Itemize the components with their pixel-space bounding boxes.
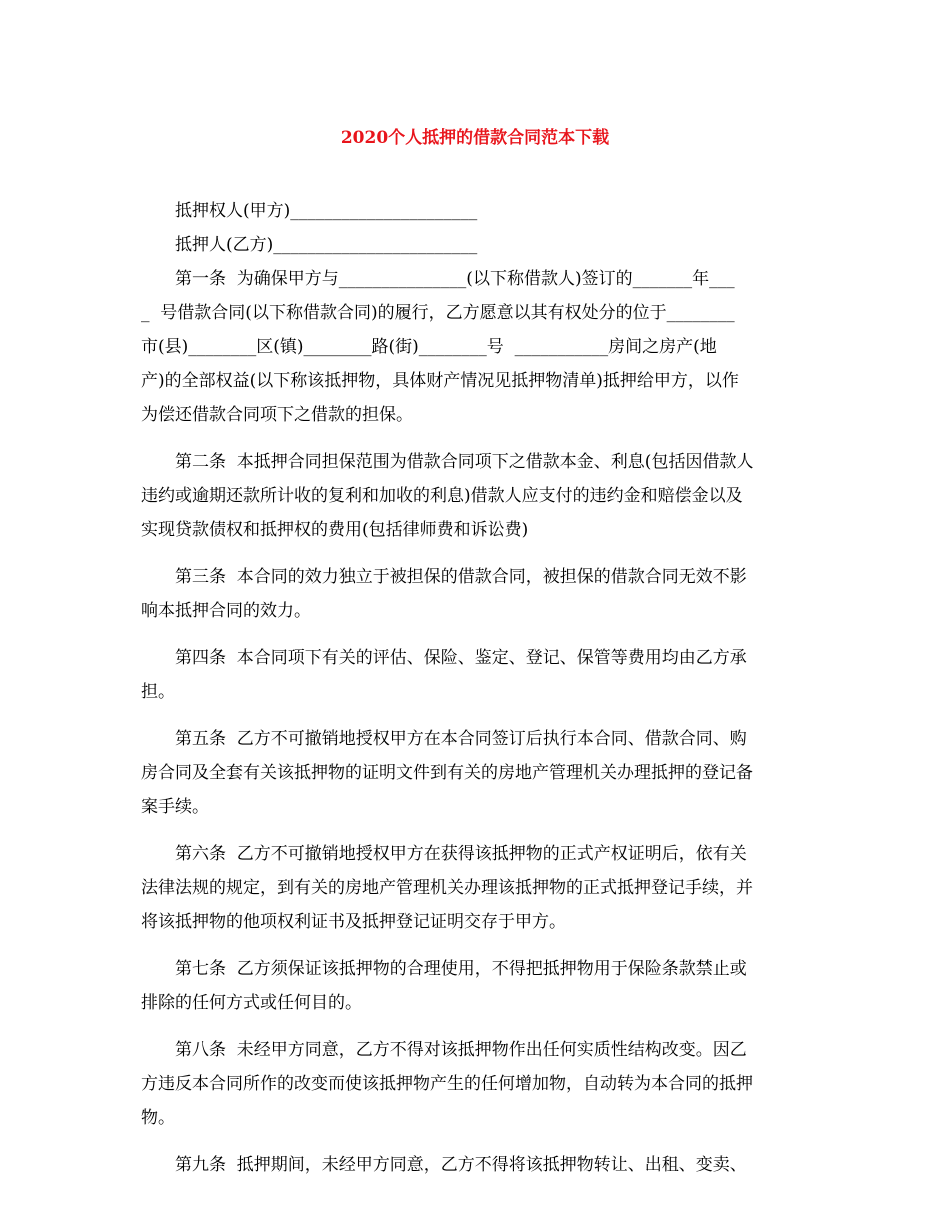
text-line: 担。 <box>141 682 175 702</box>
text-line: 第一条 为确保甲方与_______________(以下称借款人)签订的_______年___ <box>141 269 735 289</box>
paragraph-gap <box>141 1020 811 1033</box>
text-line: 抵押权人(甲方)______________________ <box>141 201 478 221</box>
paragraph-gap <box>141 1135 811 1148</box>
text-line: 实现贷款债权和抵押权的费用(包括律师费和诉讼费) <box>141 520 529 540</box>
text-line: 排除的任何方式或任何目的。 <box>141 993 362 1013</box>
text-line: 第八条 未经甲方同意，乙方不得对该抵押物作出任何实质性结构改变。因乙 <box>141 1040 747 1060</box>
text-line: 产)的全部权益(以下称该抵押物，具体财产情况见抵押物清单)抵押给甲方，以作 <box>141 371 739 391</box>
text-line: 将该抵押物的他项权利证书及抵押登记证明交存于甲方。 <box>141 912 566 932</box>
text-line: 第二条 本抵押合同担保范围为借款合同项下之借款本金、利息(包括因借款人 <box>141 452 754 472</box>
paragraph-gap <box>141 628 811 641</box>
text-line: 第五条 乙方不可撤销地授权甲方在本合同签订后执行本合同、借款合同、购 <box>141 729 747 749</box>
paragraph-gap <box>141 432 811 445</box>
text-line: 抵押人(乙方)________________________ <box>141 235 478 255</box>
text-line: 案手续。 <box>141 797 209 817</box>
text-line: 法律法规的规定，到有关的房地产管理机关办理该抵押物的正式抵押登记手续，并 <box>141 878 753 898</box>
text-line: _ 号借款合同(以下称借款合同)的履行，乙方愿意以其有权处分的位于________ <box>141 303 735 323</box>
text-line: 第四条 本合同项下有关的评估、保险、鉴定、登记、保管等费用均由乙方承 <box>141 648 747 668</box>
text-line: 为偿还借款合同项下之借款的担保。 <box>141 405 413 425</box>
paragraph-gap <box>141 939 811 952</box>
text-line: 第三条 本合同的效力独立于被担保的借款合同，被担保的借款合同无效不影 <box>141 567 747 587</box>
paragraph-gap <box>141 709 811 722</box>
text-line: 第九条 抵押期间，未经甲方同意，乙方不得将该抵押物转让、出租、变卖、 <box>141 1155 747 1175</box>
document-title: 2020个人抵押的借款合同范本下载 <box>340 128 610 148</box>
text-line: 响本抵押合同的效力。 <box>141 601 311 621</box>
text-line: 方违反本合同所作的改变而使该抵押物产生的任何增加物，自动转为本合同的抵押 <box>141 1074 753 1094</box>
paragraph-gap <box>141 824 811 837</box>
text-line: 违约或逾期还款所计收的复利和加收的利息)借款人应支付的违约金和赔偿金以及 <box>141 486 743 506</box>
document-body <box>141 194 811 1182</box>
text-line: 房合同及全套有关该抵押物的证明文件到有关的房地产管理机关办理抵押的登记备 <box>141 763 753 783</box>
text-line: 第七条 乙方须保证该抵押物的合理使用，不得把抵押物用于保险条款禁止或 <box>141 959 747 979</box>
text-line: 第六条 乙方不可撤销地授权甲方在获得该抵押物的正式产权证明后，依有关 <box>141 844 747 864</box>
paragraph-gap <box>141 547 811 560</box>
text-line: 市(县)________区(镇)________路(街)________号 ___________房间之房产(地 <box>141 337 717 357</box>
text-line: 物。 <box>141 1108 175 1128</box>
